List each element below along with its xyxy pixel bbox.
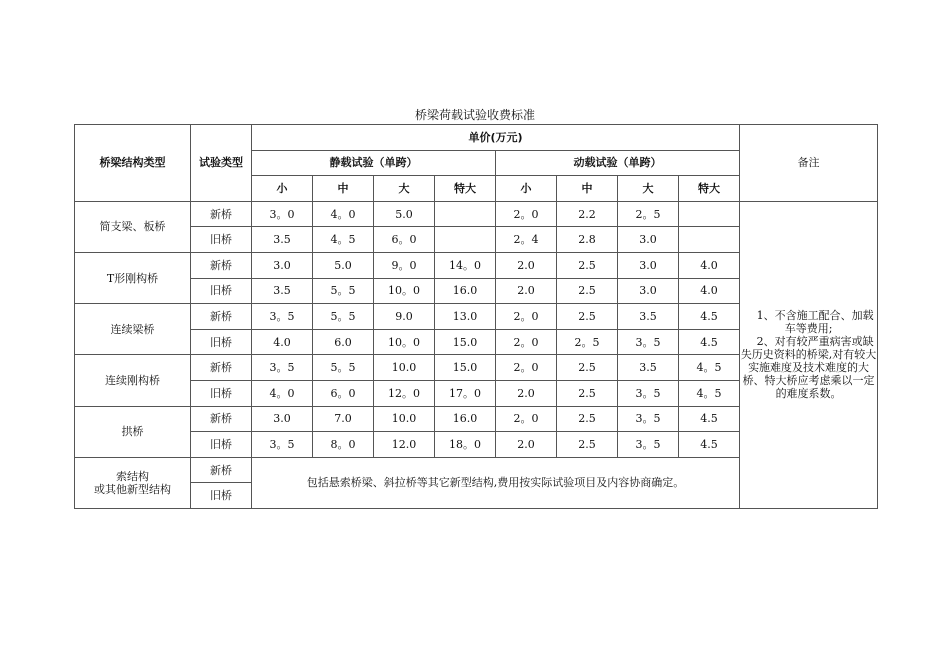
- price-cell: 12.0: [374, 432, 435, 458]
- price-cell: [679, 227, 740, 253]
- price-cell: 3.5: [618, 304, 679, 330]
- test-type-cell: 新桥: [191, 406, 252, 432]
- test-type-cell: 新桥: [191, 457, 252, 483]
- price-cell: 2.2: [557, 201, 618, 227]
- price-cell: 2.0: [496, 432, 557, 458]
- price-cell: 3.0: [618, 227, 679, 253]
- price-cell: 2.8: [557, 227, 618, 253]
- price-cell: 10.0: [374, 355, 435, 381]
- static-test-header: 静载试验（单跨）: [252, 150, 496, 176]
- price-cell: 6。0: [374, 227, 435, 253]
- price-cell: 3。5: [252, 304, 313, 330]
- test-type-cell: 新桥: [191, 355, 252, 381]
- price-cell: 3。5: [618, 432, 679, 458]
- price-cell: [435, 201, 496, 227]
- price-cell: 3.5: [252, 278, 313, 304]
- price-cell: 4.5: [679, 406, 740, 432]
- price-cell: 3.0: [618, 252, 679, 278]
- price-cell: 3。0: [252, 201, 313, 227]
- price-cell: 2.5: [557, 380, 618, 406]
- remarks-cell: [740, 201, 878, 508]
- structure-name-cell: [75, 457, 191, 508]
- price-cell: 2.5: [557, 355, 618, 381]
- test-type-header: 试验类型: [191, 125, 252, 202]
- document-title: 桥梁荷载试验收费标准: [414, 108, 535, 122]
- price-cell: 4.0: [679, 252, 740, 278]
- size-header: 大: [618, 176, 679, 202]
- price-cell: 3.5: [252, 227, 313, 253]
- structure-name-cell: T形刚构桥: [75, 252, 191, 303]
- structure-type-header: 桥梁结构类型: [75, 125, 191, 202]
- price-cell: 10.0: [374, 406, 435, 432]
- price-cell: 18。0: [435, 432, 496, 458]
- price-cell: 6.0: [313, 329, 374, 355]
- price-cell: 3。5: [252, 432, 313, 458]
- unit-price-header: 单价(万元): [252, 125, 740, 151]
- price-cell: 9.0: [374, 304, 435, 330]
- price-cell: 2.5: [557, 252, 618, 278]
- price-cell: 12。0: [374, 380, 435, 406]
- price-cell: 6。0: [313, 380, 374, 406]
- structure-name-cell: 简支梁、板桥: [75, 201, 191, 252]
- new-structure-note: 包括悬索桥梁、斜拉桥等其它新型结构,费用按实际试验项目及内容协商确定。: [252, 457, 740, 508]
- test-type-cell: 旧桥: [191, 278, 252, 304]
- table-row: [75, 201, 878, 227]
- structure-name-cell: 连续梁桥: [75, 304, 191, 355]
- size-header: 小: [252, 176, 313, 202]
- price-cell: [435, 227, 496, 253]
- price-cell: 2。5: [557, 329, 618, 355]
- price-cell: 3.0: [252, 406, 313, 432]
- structure-name-line: 索结构: [116, 469, 149, 483]
- test-type-cell: 旧桥: [191, 227, 252, 253]
- structure-name-line: 或其他新型结构: [94, 482, 171, 496]
- size-header: 特大: [435, 176, 496, 202]
- price-cell: 2。0: [496, 201, 557, 227]
- price-cell: 3。5: [252, 355, 313, 381]
- price-cell: 3.0: [252, 252, 313, 278]
- price-cell: 3.0: [618, 278, 679, 304]
- fee-table-body: [75, 125, 878, 509]
- price-cell: 2.5: [557, 406, 618, 432]
- test-type-cell: 新桥: [191, 304, 252, 330]
- price-cell: 4。5: [679, 380, 740, 406]
- price-cell: 5。5: [313, 355, 374, 381]
- price-cell: 5。5: [313, 304, 374, 330]
- price-cell: 4.5: [679, 304, 740, 330]
- test-type-cell: 旧桥: [191, 483, 252, 509]
- price-cell: 2。5: [618, 201, 679, 227]
- price-cell: 3。5: [618, 406, 679, 432]
- price-cell: 2.5: [557, 432, 618, 458]
- price-cell: 4。0: [252, 380, 313, 406]
- price-cell: 4。5: [679, 355, 740, 381]
- price-cell: 14。0: [435, 252, 496, 278]
- price-cell: 10。0: [374, 278, 435, 304]
- price-cell: 9。0: [374, 252, 435, 278]
- price-cell: 2.0: [496, 278, 557, 304]
- remarks-header: 备注: [740, 125, 878, 202]
- price-cell: 4.0: [252, 329, 313, 355]
- size-header: 中: [313, 176, 374, 202]
- structure-name-cell: 连续刚构桥: [75, 355, 191, 406]
- structure-name-cell: 拱桥: [75, 406, 191, 457]
- price-cell: [679, 201, 740, 227]
- price-cell: 15.0: [435, 329, 496, 355]
- price-cell: 4。0: [313, 201, 374, 227]
- price-cell: 3.5: [618, 355, 679, 381]
- price-cell: 2.5: [557, 304, 618, 330]
- price-cell: 3。5: [618, 380, 679, 406]
- price-cell: 3。5: [618, 329, 679, 355]
- price-cell: 2。4: [496, 227, 557, 253]
- price-cell: 5.0: [313, 252, 374, 278]
- price-cell: 15.0: [435, 355, 496, 381]
- price-cell: 8。0: [313, 432, 374, 458]
- price-cell: 2。0: [496, 329, 557, 355]
- remark-item: 1、不含施工配合、加载车等费用;: [756, 309, 874, 336]
- price-cell: 2。0: [496, 355, 557, 381]
- price-cell: 7.0: [313, 406, 374, 432]
- price-cell: 2。0: [496, 406, 557, 432]
- test-type-cell: 新桥: [191, 201, 252, 227]
- price-cell: 4.5: [679, 329, 740, 355]
- price-cell: 13.0: [435, 304, 496, 330]
- size-header: 特大: [679, 176, 740, 202]
- fee-table: [74, 124, 878, 509]
- dynamic-test-header: 动载试验（单跨）: [496, 150, 740, 176]
- price-cell: 10。0: [374, 329, 435, 355]
- price-cell: 16.0: [435, 406, 496, 432]
- size-header: 大: [374, 176, 435, 202]
- test-type-cell: 旧桥: [191, 432, 252, 458]
- price-cell: 2。0: [496, 304, 557, 330]
- price-cell: 4.5: [679, 432, 740, 458]
- price-cell: 5。5: [313, 278, 374, 304]
- price-cell: 2.5: [557, 278, 618, 304]
- header-row-1: [75, 125, 878, 151]
- price-cell: 5.0: [374, 201, 435, 227]
- price-cell: 4。5: [313, 227, 374, 253]
- test-type-cell: 新桥: [191, 252, 252, 278]
- size-header: 小: [496, 176, 557, 202]
- remark-item: 2、对有较严重病害或缺失历史资料的桥梁,对有较大实施难度及技术难度的大桥、特大桥应考虑乘以一定的难度系数。: [740, 335, 877, 401]
- price-cell: 2.0: [496, 252, 557, 278]
- size-header: 中: [557, 176, 618, 202]
- test-type-cell: 旧桥: [191, 380, 252, 406]
- test-type-cell: 旧桥: [191, 329, 252, 355]
- price-cell: 4.0: [679, 278, 740, 304]
- price-cell: 16.0: [435, 278, 496, 304]
- price-cell: 2.0: [496, 380, 557, 406]
- price-cell: 17。0: [435, 380, 496, 406]
